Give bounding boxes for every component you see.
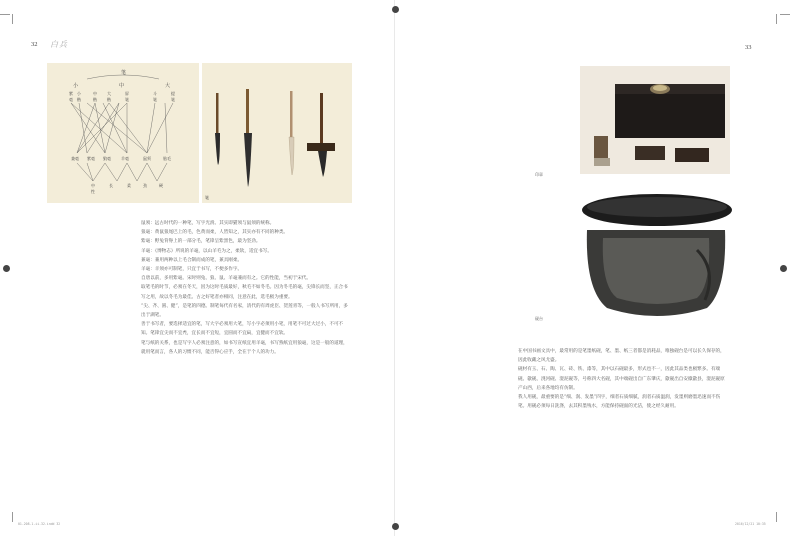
- diagram-l2b-item: 毫: [69, 97, 73, 102]
- left-slug: 01-208-1-ii-32.indd 32: [18, 522, 61, 526]
- registration-mark: [392, 6, 399, 13]
- right-page: [395, 0, 790, 536]
- diagram-property: 柔: [127, 183, 131, 188]
- diagram-svg: [47, 63, 199, 203]
- seal-caption: 印章: [535, 172, 543, 177]
- diagram-property: 长: [109, 183, 113, 188]
- crop-mark: [0, 14, 10, 15]
- paragraph: 羊毫：羊须亦可制笔，只宜于书写，不便多作字。: [141, 267, 243, 273]
- paragraph: 我人用砚，最重要的是“细、润、发墨”四字，细者石质细腻，润者石质温润，发墨则磨墨迅速而不伤笔。用砚必须每日洗涤，去其积墨残水，方能保持砚面的光洁，使之经久耐用。: [518, 395, 721, 410]
- diagram-l2-item: 小: [77, 91, 81, 96]
- running-title: 白兵: [50, 40, 68, 49]
- crop-mark: [776, 14, 777, 24]
- left-body-text: [141, 219, 351, 481]
- paragraph: 砚材有玉、石、陶、瓦、砖、铁、漆等，其中以石砚最多，形式也不一，因此其品类也极繁多。有端砚、歙砚、洮河砚、澄泥砚等，号称四大名砚，其中端砚出自广东肇庆，歙砚出自安徽歙县，澄泥砚原产山西，后来各地均有仿制。: [518, 367, 725, 391]
- brushes-photo: [202, 63, 352, 203]
- registration-mark: [780, 265, 787, 272]
- paragraph: 兼毫：兼用两种以上毛合制而成的笔，兼具刚柔。: [141, 257, 243, 263]
- brushes-illustration: [202, 63, 352, 203]
- page-number-right: 33: [745, 44, 752, 51]
- crop-mark: [776, 512, 777, 522]
- diagram-hair-type: 胎毛: [163, 156, 171, 161]
- registration-mark: [3, 265, 10, 272]
- diagram-size-large: 大: [165, 83, 171, 89]
- paragraph: 鼠须：远古时代的一种笔，写字光滑。其实即猫须与鼠须的统称。: [141, 221, 275, 226]
- seal-illustration: [580, 66, 730, 174]
- diagram-hair-type: 兼毫: [71, 156, 79, 161]
- paragraph: 在中国书画文具中，最常用的是笔墨纸砚，笔、墨、纸三者都是消耗品，唯独砚台是可以长久保存的，因此收藏之风尤盛。: [518, 349, 725, 364]
- paragraph: “尖、齐、圆、健”，是笔的四德。制笔每代有名家，清代的有周虎臣、贺莲青等，一般人书写所用，多出于湖笔。: [141, 303, 348, 319]
- diagram-property: 劲: [143, 183, 147, 188]
- registration-mark: [392, 523, 399, 530]
- paragraph: 取笔毛的时节，必须在冬天，因为这时毛质最好，秋毛不如冬毛。因为冬毛的毫，尖锋长而坚，正合书写之用，故以冬毛为最佳。古之好笔者亦相同，注意在此，选毛极为重要。: [141, 285, 348, 300]
- diagram-property: 硬: [159, 183, 163, 188]
- crop-mark: [12, 512, 13, 522]
- crop-mark: [12, 14, 13, 24]
- diagram-hair-type: 鼠须: [143, 156, 151, 161]
- paragraph: 善于书写者，要选择适宜的笔，写大字必须用大笔，写小字必须用小笔，用笔不可过大过小，不可不知。笔锋宜尖而不宜秃，宜长而不宜短，宜圆而不宜扁，宜健而不宜软。: [141, 322, 344, 337]
- diagram-hair-type: 狼毫: [103, 156, 111, 161]
- right-body-text: [518, 347, 728, 497]
- brushes-caption: 笔: [205, 195, 209, 200]
- diagram-l2b-item: 楷: [77, 97, 81, 102]
- paragraph: 紫毫：野兔背脊上的一部分毛，笔锋呈紫黑色，最为坚劲。: [141, 239, 261, 245]
- diagram-l2b-item: 笔: [171, 97, 175, 102]
- diagram-l2-item: 斗: [153, 91, 157, 96]
- diagram-hair-type: 紫毫: [87, 156, 95, 161]
- diagram-l2-item: 中: [93, 91, 97, 96]
- diagram-l2-item: 屏: [125, 91, 129, 96]
- paragraph: 自唐以前，多用紫毫。宋时则兔、狼、鼠、羊毫兼而有之。它的性能，当初于宋代。: [141, 276, 311, 282]
- diagram-l2b-item: 笔: [125, 97, 129, 102]
- crop-mark: [780, 14, 790, 15]
- seal-photo: [580, 66, 730, 174]
- diagram-property: 中: [91, 183, 95, 188]
- inkstone-illustration: [577, 190, 732, 328]
- paragraph: 笔与纸的关系，也是写字人必须注意的，如书写宣纸宜用羊毫，书写熟纸宜用狼毫，这是一般的道理，就用笔而言，各人的习惯不同，能否得心应手，全在于个人的功力。: [141, 340, 348, 355]
- diagram-l2b-item: 笔: [153, 97, 157, 102]
- diagram-l2-item: 大: [107, 91, 111, 96]
- paragraph: 狼毫：黄鼠狼尾巴上的毛，色黄而柔，人皆知之，其实亦有不同的种类。: [141, 230, 289, 236]
- diagram-hair-type: 羊毫: [121, 156, 129, 161]
- brush-classification-diagram: [47, 63, 199, 203]
- paragraph: 羊毫：《博物志》所说的羊毫，以山羊毛为之，柔软，适宜书写。: [141, 248, 272, 254]
- right-slug: 2016/12/21 10:35: [735, 522, 766, 526]
- page-number-left: 32: [31, 41, 38, 48]
- inkstone-photo: [577, 190, 732, 328]
- diagram-root-label: 笔: [121, 70, 127, 76]
- diagram-l2b-item: 楷: [107, 97, 111, 102]
- diagram-property-suffix: 性: [91, 189, 95, 194]
- diagram-size-medium: 中: [119, 83, 125, 89]
- diagram-l2b-item: 楷: [93, 97, 97, 102]
- diagram-l2-item: 紫: [69, 91, 73, 96]
- diagram-size-small: 小: [73, 83, 79, 89]
- inkstone-caption: 砚台: [535, 316, 543, 321]
- diagram-l2-item: 提: [171, 91, 175, 96]
